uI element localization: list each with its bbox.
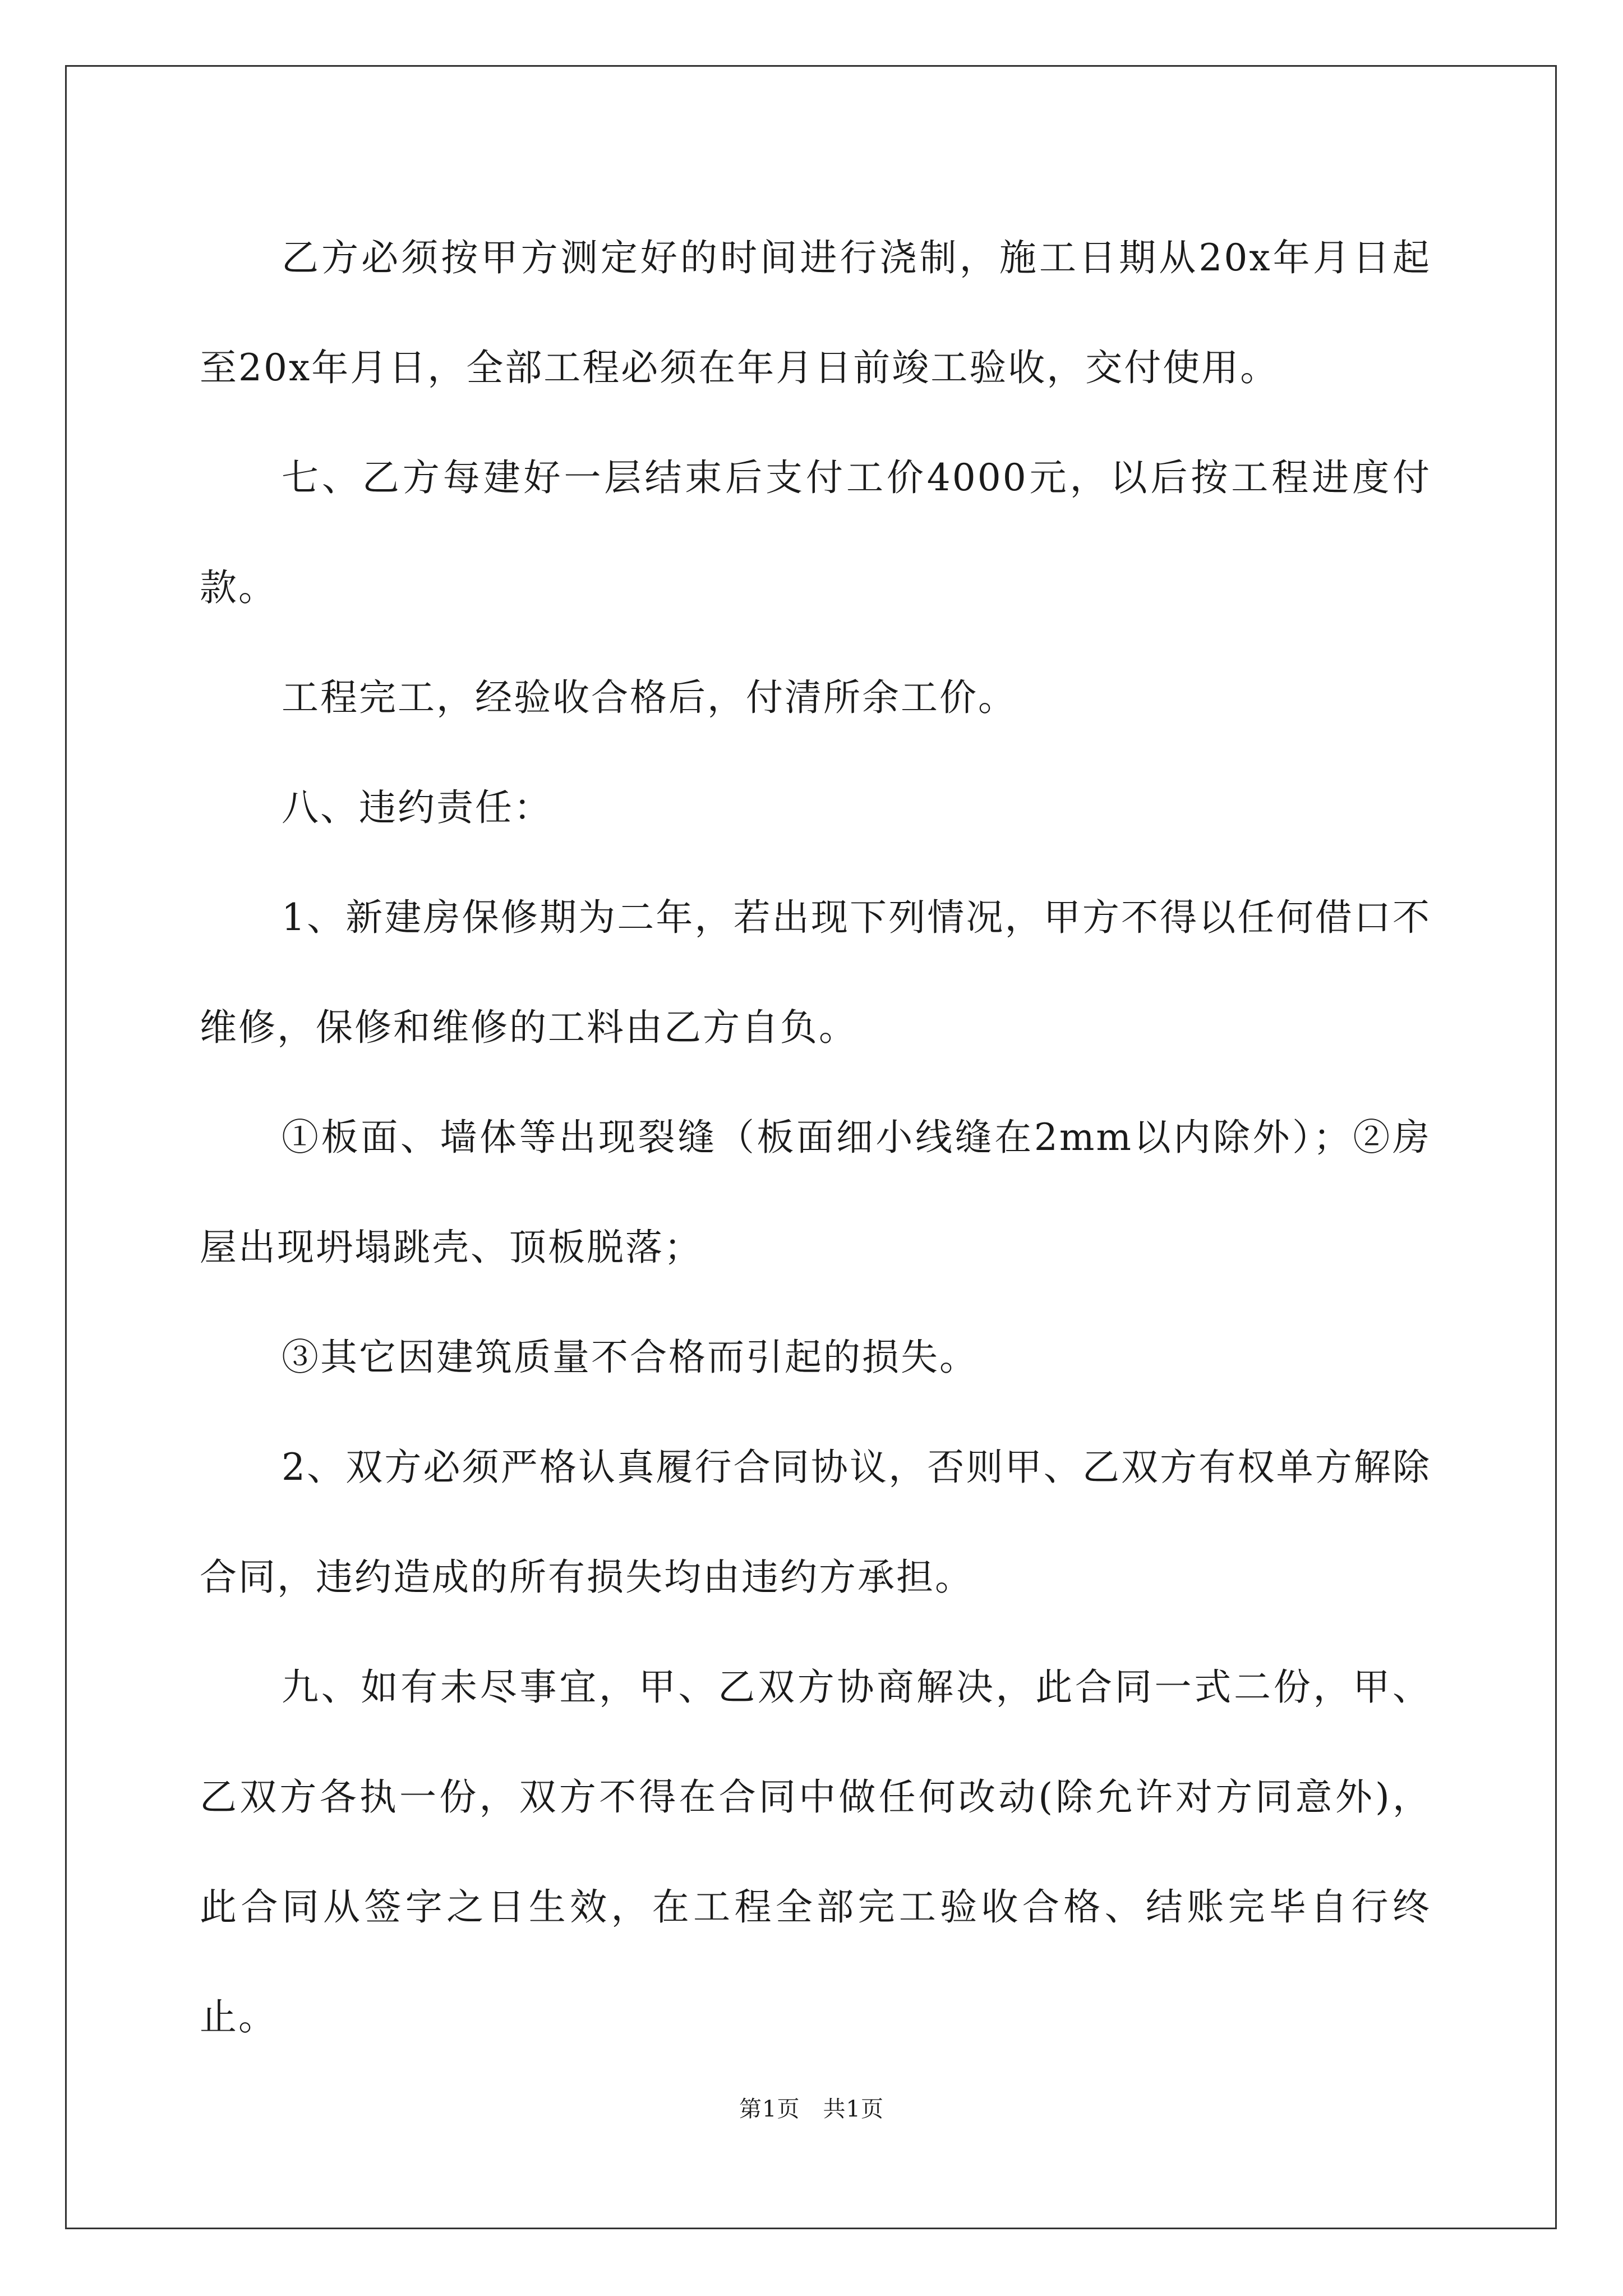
paragraph-clause-8-heading: 八、违约责任： xyxy=(282,786,552,829)
paragraph-construction-schedule: 乙方必须按甲方测定好的时间进行浇制，施工日期从20x年月日起至20x年月日，全部工程必须在年月日前竣工验收，交付使用。 xyxy=(200,236,1431,389)
paragraph-other-losses: ③其它因建筑质量不合格而引起的损失。 xyxy=(282,1336,978,1379)
paragraph-clause-7-payment: 七、乙方每建好一层结束后支付工价4000元，以后按工程进度付款。 xyxy=(200,456,1431,609)
paragraph-defects-list: ①板面、墙体等出现裂缝（板面细小线缝在2mm以内除外）；②房屋出现坍塌跳壳、顶板脱落； xyxy=(200,1116,1431,1269)
page-number-footer: 第1页 共1页 xyxy=(739,2096,884,2122)
paragraph-breach: 2、双方必须严格认真履行合同协议，否则甲、乙双方有权单方解除合同，违约造成的所有损失均由违约方承担。 xyxy=(200,1446,1431,1599)
paragraph-warranty: 1、新建房保修期为二年，若出现下列情况，甲方不得以任何借口不维修，保修和维修的工料由乙方自负。 xyxy=(200,896,1431,1049)
paragraph-clause-9-misc: 九、如有未尽事宜，甲、乙双方协商解决，此合同一式二份，甲、乙双方各执一份，双方不得在合同中做任何改动(除允许对方同意外)，此合同从签字之日生效，在工程全部完工验收合格、结账完毕自行终止。 xyxy=(200,1665,1431,2039)
document-body xyxy=(200,203,1431,2072)
paragraph-final-payment: 工程完工，经验收合格后，付清所余工价。 xyxy=(282,676,1017,719)
